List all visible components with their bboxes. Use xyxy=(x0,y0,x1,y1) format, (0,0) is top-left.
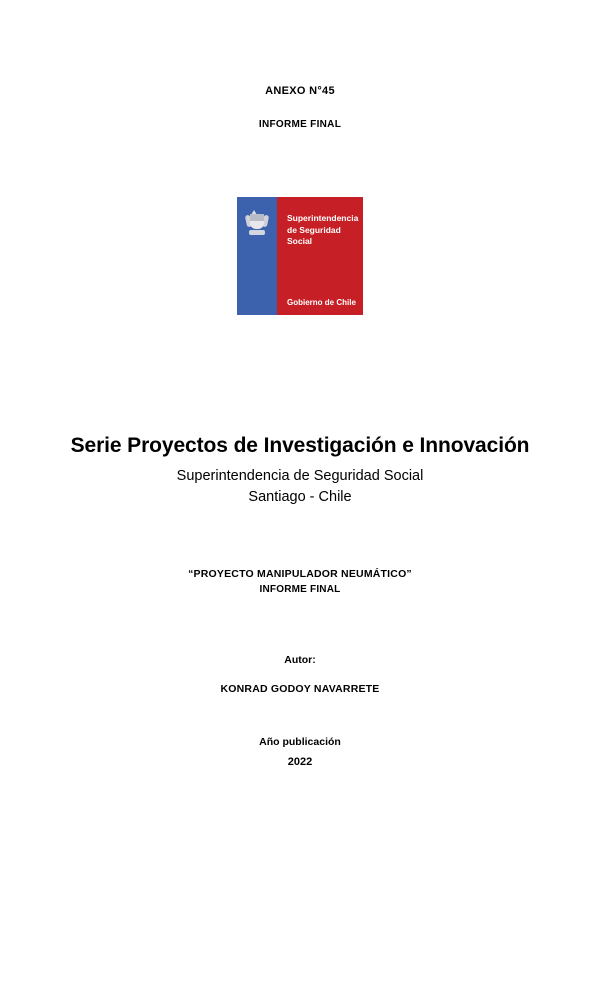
annex-number: ANEXO N°45 xyxy=(265,85,335,97)
report-type-top: INFORME FINAL xyxy=(258,119,342,130)
logo-blue-panel xyxy=(237,197,277,315)
logo-organization-name xyxy=(287,213,359,248)
series-title: Serie Proyectos de Investigación e Innovación xyxy=(70,434,530,457)
logo-organization-line-2: de Seguridad xyxy=(287,224,341,235)
logo-organization-line-1: Superintendencia xyxy=(287,213,359,223)
series-institution: Superintendencia de Seguridad Social xyxy=(176,468,424,484)
logo-organization-line-3: Social xyxy=(287,236,313,246)
project-title: “PROYECTO MANIPULADOR NEUMÁTICO” xyxy=(188,568,412,580)
document-header xyxy=(0,0,600,132)
publication-label: Año publicación xyxy=(259,736,341,748)
project-report-type: INFORME FINAL xyxy=(259,584,341,595)
author-section xyxy=(0,653,600,697)
logo-container xyxy=(0,197,600,315)
series-section xyxy=(0,433,600,507)
logo-government-label: Gobierno de Chile xyxy=(287,298,356,307)
chile-coat-of-arms-icon xyxy=(246,210,268,238)
publication-year: 2022 xyxy=(287,756,313,768)
author-name: KONRAD GODOY NAVARRETE xyxy=(220,683,380,695)
author-label: Autor: xyxy=(284,654,316,666)
suseso-logo xyxy=(237,197,363,315)
project-section xyxy=(0,567,600,597)
series-location: Santiago - Chile xyxy=(248,489,352,505)
publication-section xyxy=(0,735,600,770)
